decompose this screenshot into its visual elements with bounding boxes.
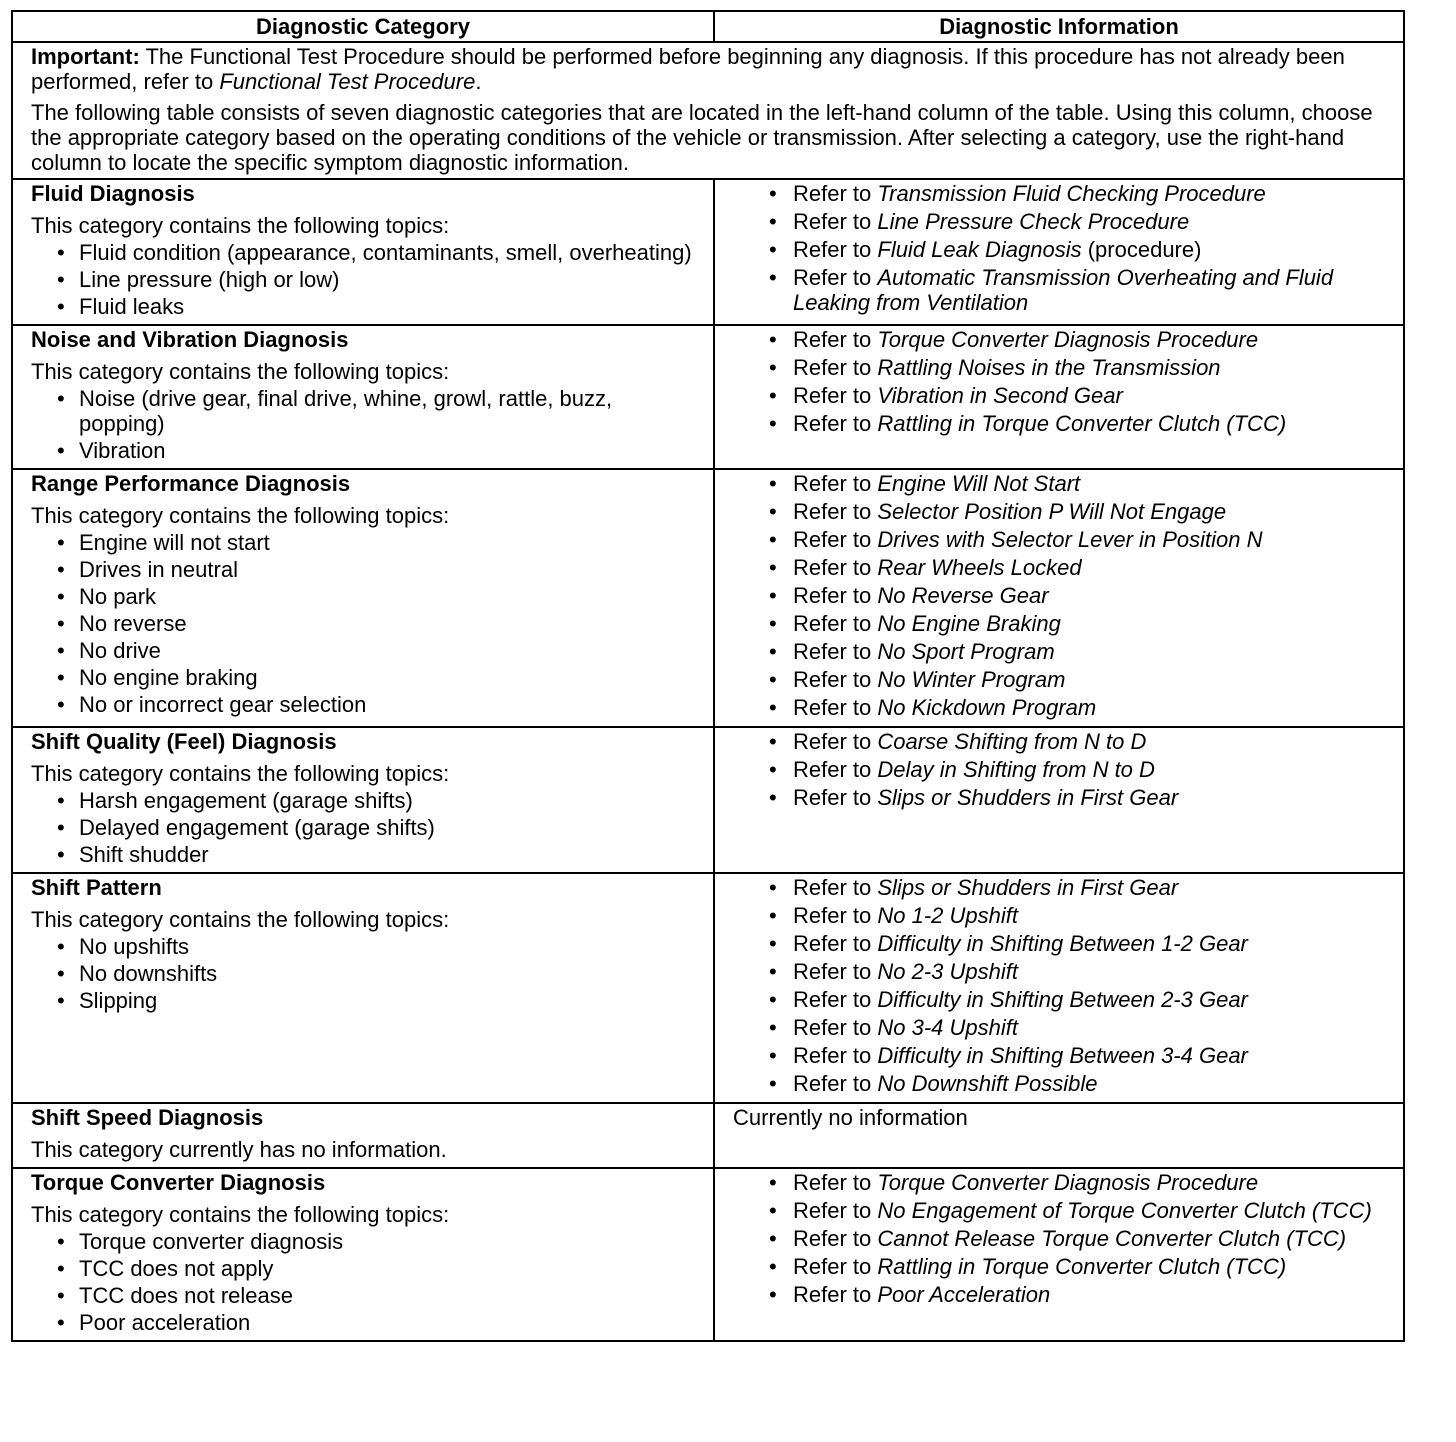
reference-item (733, 499, 1387, 524)
reference-item (733, 903, 1387, 928)
reference-prefix: Refer to (793, 383, 878, 408)
important-end: . (475, 69, 482, 94)
reference-prefix: Refer to (793, 1254, 878, 1279)
category-title: Fluid Diagnosis (31, 181, 195, 206)
reference-item (733, 959, 1387, 984)
reference-link[interactable]: Slips or Shudders in First Gear (877, 785, 1179, 810)
reference-item (733, 1043, 1387, 1068)
topic-item: • Delayed engagement (garage shifts) (31, 815, 697, 840)
reference-item (733, 639, 1387, 664)
reference-item (733, 611, 1387, 636)
topic-item: • No or incorrect gear selection (31, 692, 697, 717)
reference-link[interactable]: Engine Will Not Start (877, 471, 1081, 496)
category-row (12, 469, 1404, 727)
reference-prefix: Refer to (793, 181, 878, 206)
important-label: Important: (31, 44, 140, 69)
reference-item (733, 1170, 1387, 1195)
reference-link[interactable]: Drives with Selector Lever in Position N (877, 527, 1263, 552)
reference-link[interactable]: Selector Position P Will Not Engage (877, 499, 1227, 524)
topic-item: • No engine braking (31, 665, 697, 690)
reference-link[interactable]: No Sport Program (877, 639, 1055, 664)
category-cell (12, 727, 714, 873)
category-description: This category contains the following topics: (31, 213, 450, 238)
reference-prefix: Refer to (793, 471, 878, 496)
reference-prefix: Refer to (793, 411, 878, 436)
reference-prefix: Refer to (793, 527, 878, 552)
header-category: Diagnostic Category (12, 11, 714, 42)
header-information: Diagnostic Information (714, 11, 1404, 42)
important-note (31, 44, 1387, 94)
reference-link[interactable]: Difficulty in Shifting Between 2-3 Gear (877, 987, 1248, 1012)
reference-item (733, 237, 1387, 262)
reference-item (733, 265, 1387, 315)
reference-item (733, 583, 1387, 608)
category-title: Shift Speed Diagnosis (31, 1105, 264, 1130)
reference-list (733, 181, 1387, 315)
reference-item (733, 327, 1387, 352)
reference-prefix: Refer to (793, 1043, 878, 1068)
topic-item: • Drives in neutral (31, 557, 697, 582)
reference-link[interactable]: Rattling Noises in the Transmission (877, 355, 1221, 380)
topic-item: • Fluid condition (appearance, contaminants, smell, overheating) (31, 240, 697, 265)
reference-prefix: Refer to (793, 1198, 878, 1223)
topic-item: • Vibration (31, 438, 697, 463)
category-row (12, 873, 1404, 1103)
category-row (12, 1168, 1404, 1341)
reference-item (733, 785, 1387, 810)
reference-list (733, 875, 1387, 1096)
reference-prefix: Refer to (793, 555, 878, 580)
reference-link[interactable]: Cannot Release Torque Converter Clutch (TCC) (877, 1226, 1347, 1251)
reference-link[interactable]: Delay in Shifting from N to D (877, 757, 1155, 782)
topic-list (31, 788, 697, 867)
topic-item: • Shift shudder (31, 842, 697, 867)
important-text: The Functional Test Procedure should be performed before beginning any diagnosis. If this procedure has not already been performed, refer to (31, 44, 1345, 94)
topic-item: • TCC does not apply (31, 1256, 697, 1281)
reference-link[interactable]: Fluid Leak Diagnosis (877, 237, 1082, 262)
reference-prefix: Refer to (793, 987, 878, 1012)
reference-prefix: Refer to (793, 875, 878, 900)
reference-item (733, 667, 1387, 692)
reference-link[interactable]: Vibration in Second Gear (877, 383, 1123, 408)
intro-cell (12, 42, 1404, 179)
information-cell (714, 1103, 1404, 1168)
category-cell (12, 873, 714, 1103)
reference-item (733, 355, 1387, 380)
reference-prefix: Refer to (793, 667, 878, 692)
reference-prefix: Refer to (793, 959, 878, 984)
category-cell (12, 469, 714, 727)
topic-item: • Poor acceleration (31, 1310, 697, 1335)
category-row (12, 325, 1404, 469)
reference-link[interactable]: Transmission Fluid Checking Procedure (877, 181, 1266, 206)
topic-item: • Line pressure (high or low) (31, 267, 697, 292)
reference-prefix: Refer to (793, 729, 878, 754)
reference-item (733, 757, 1387, 782)
reference-item (733, 383, 1387, 408)
intro-paragraph: The following table consists of seven diagnostic categories that are located in the left-hand column of the table. Using this column, choose the appropriate category based on the operating conditions of the vehicle or transmission. After selecting a category, use the right-hand column to locate the specific symptom diagnostic information. (31, 100, 1373, 175)
information-cell (714, 873, 1404, 1103)
category-row (12, 179, 1404, 325)
category-title: Torque Converter Diagnosis (31, 1170, 326, 1195)
reference-link[interactable]: No Kickdown Program (877, 695, 1097, 720)
reference-item (733, 527, 1387, 552)
category-row (12, 727, 1404, 873)
information-cell (714, 179, 1404, 325)
reference-prefix: Refer to (793, 1170, 878, 1195)
category-title: Shift Pattern (31, 875, 162, 900)
reference-link[interactable]: Poor Acceleration (877, 1282, 1051, 1307)
reference-list (733, 327, 1387, 436)
reference-list (733, 1170, 1387, 1307)
reference-prefix: Refer to (793, 1071, 878, 1096)
category-cell (12, 179, 714, 325)
reference-item (733, 695, 1387, 720)
reference-link[interactable]: Torque Converter Diagnosis Procedure (877, 327, 1259, 352)
topic-item: • Engine will not start (31, 530, 697, 555)
reference-prefix: Refer to (793, 931, 878, 956)
reference-item (733, 1254, 1387, 1279)
reference-item (733, 555, 1387, 580)
reference-link[interactable]: Rear Wheels Locked (877, 555, 1082, 580)
diagnostic-table (11, 10, 1405, 1342)
reference-link[interactable]: No Downshift Possible (877, 1071, 1098, 1096)
reference-prefix: Refer to (793, 237, 878, 262)
category-description: This category contains the following topics: (31, 359, 450, 384)
topic-item: • No drive (31, 638, 697, 663)
reference-item (733, 1015, 1387, 1040)
topic-item: • Slipping (31, 988, 697, 1013)
reference-prefix: Refer to (793, 355, 878, 380)
reference-link[interactable]: Automatic Transmission Overheating and Fluid Leaking from Ventilation (793, 265, 1334, 315)
reference-item (733, 1282, 1387, 1307)
reference-list (733, 471, 1387, 720)
topic-item: • Fluid leaks (31, 294, 697, 319)
reference-item (733, 931, 1387, 956)
reference-link[interactable]: Torque Converter Diagnosis Procedure (877, 1170, 1259, 1195)
reference-prefix: Refer to (793, 1282, 878, 1307)
reference-link[interactable]: Coarse Shifting from N to D (877, 729, 1147, 754)
reference-prefix: Refer to (793, 757, 878, 782)
reference-item (733, 1071, 1387, 1096)
reference-prefix: Refer to (793, 499, 878, 524)
reference-prefix: Refer to (793, 1226, 878, 1251)
information-cell (714, 325, 1404, 469)
category-title: Shift Quality (Feel) Diagnosis (31, 729, 337, 754)
topic-list (31, 530, 697, 717)
reference-item (733, 1198, 1387, 1223)
reference-prefix: Refer to (793, 695, 878, 720)
category-cell (12, 1103, 714, 1168)
reference-prefix: Refer to (793, 209, 878, 234)
topic-list (31, 934, 697, 1013)
reference-list (733, 729, 1387, 810)
topic-list (31, 386, 697, 463)
category-cell (12, 1168, 714, 1341)
important-ref-link[interactable]: Functional Test Procedure (219, 69, 476, 94)
information-cell (714, 469, 1404, 727)
topic-list (31, 240, 697, 319)
reference-item (733, 875, 1387, 900)
reference-prefix: Refer to (793, 583, 878, 608)
topic-list (31, 1229, 697, 1335)
intro-row (12, 42, 1404, 179)
reference-prefix: Refer to (793, 611, 878, 636)
reference-link[interactable]: Line Pressure Check Procedure (877, 209, 1190, 234)
information-cell (714, 727, 1404, 873)
reference-link[interactable]: Difficulty in Shifting Between 3-4 Gear (877, 1043, 1248, 1068)
reference-item (733, 1226, 1387, 1251)
category-description: This category contains the following topics: (31, 907, 450, 932)
reference-link[interactable]: No 2-3 Upshift (877, 959, 1018, 984)
reference-note: (procedure) (1081, 237, 1202, 262)
reference-prefix: Refer to (793, 1015, 878, 1040)
category-description: This category contains the following topics: (31, 503, 450, 528)
reference-link[interactable]: No 3-4 Upshift (877, 1015, 1018, 1040)
reference-prefix: Refer to (793, 903, 878, 928)
topic-item: • No park (31, 584, 697, 609)
reference-item (733, 181, 1387, 206)
topic-item: • No downshifts (31, 961, 697, 986)
reference-item (733, 411, 1387, 436)
reference-link[interactable]: No Engine Braking (877, 611, 1061, 636)
reference-link[interactable]: No Engagement of Torque Converter Clutch (TCC) (877, 1198, 1372, 1223)
reference-link[interactable]: No Winter Program (877, 667, 1066, 692)
topic-item: • Noise (drive gear, final drive, whine, growl, rattle, buzz, popping) (31, 386, 697, 436)
reference-prefix: Refer to (793, 785, 878, 810)
reference-link[interactable]: Difficulty in Shifting Between 1-2 Gear (877, 931, 1248, 956)
reference-link[interactable]: No 1-2 Upshift (877, 903, 1018, 928)
category-row (12, 1103, 1404, 1168)
category-cell (12, 325, 714, 469)
reference-prefix: Refer to (793, 327, 878, 352)
topic-item: • No reverse (31, 611, 697, 636)
reference-link[interactable]: No Reverse Gear (877, 583, 1049, 608)
reference-prefix: Refer to (793, 639, 878, 664)
topic-item: • No upshifts (31, 934, 697, 959)
information-text: Currently no information (733, 1105, 968, 1130)
topic-item: • TCC does not release (31, 1283, 697, 1308)
category-title: Noise and Vibration Diagnosis (31, 327, 349, 352)
reference-link[interactable]: Slips or Shudders in First Gear (877, 875, 1179, 900)
reference-item (733, 209, 1387, 234)
reference-link[interactable]: Rattling in Torque Converter Clutch (TCC) (877, 411, 1287, 436)
reference-item (733, 987, 1387, 1012)
reference-item (733, 729, 1387, 754)
topic-item: • Torque converter diagnosis (31, 1229, 697, 1254)
category-title: Range Performance Diagnosis (31, 471, 351, 496)
information-cell (714, 1168, 1404, 1341)
category-description: This category contains the following topics: (31, 1202, 450, 1227)
reference-prefix: Refer to (793, 265, 878, 290)
reference-link[interactable]: Rattling in Torque Converter Clutch (TCC) (877, 1254, 1287, 1279)
category-description: This category currently has no information. (31, 1137, 447, 1162)
topic-item: • Harsh engagement (garage shifts) (31, 788, 697, 813)
category-description: This category contains the following topics: (31, 761, 450, 786)
header-row (12, 11, 1404, 42)
reference-item (733, 471, 1387, 496)
